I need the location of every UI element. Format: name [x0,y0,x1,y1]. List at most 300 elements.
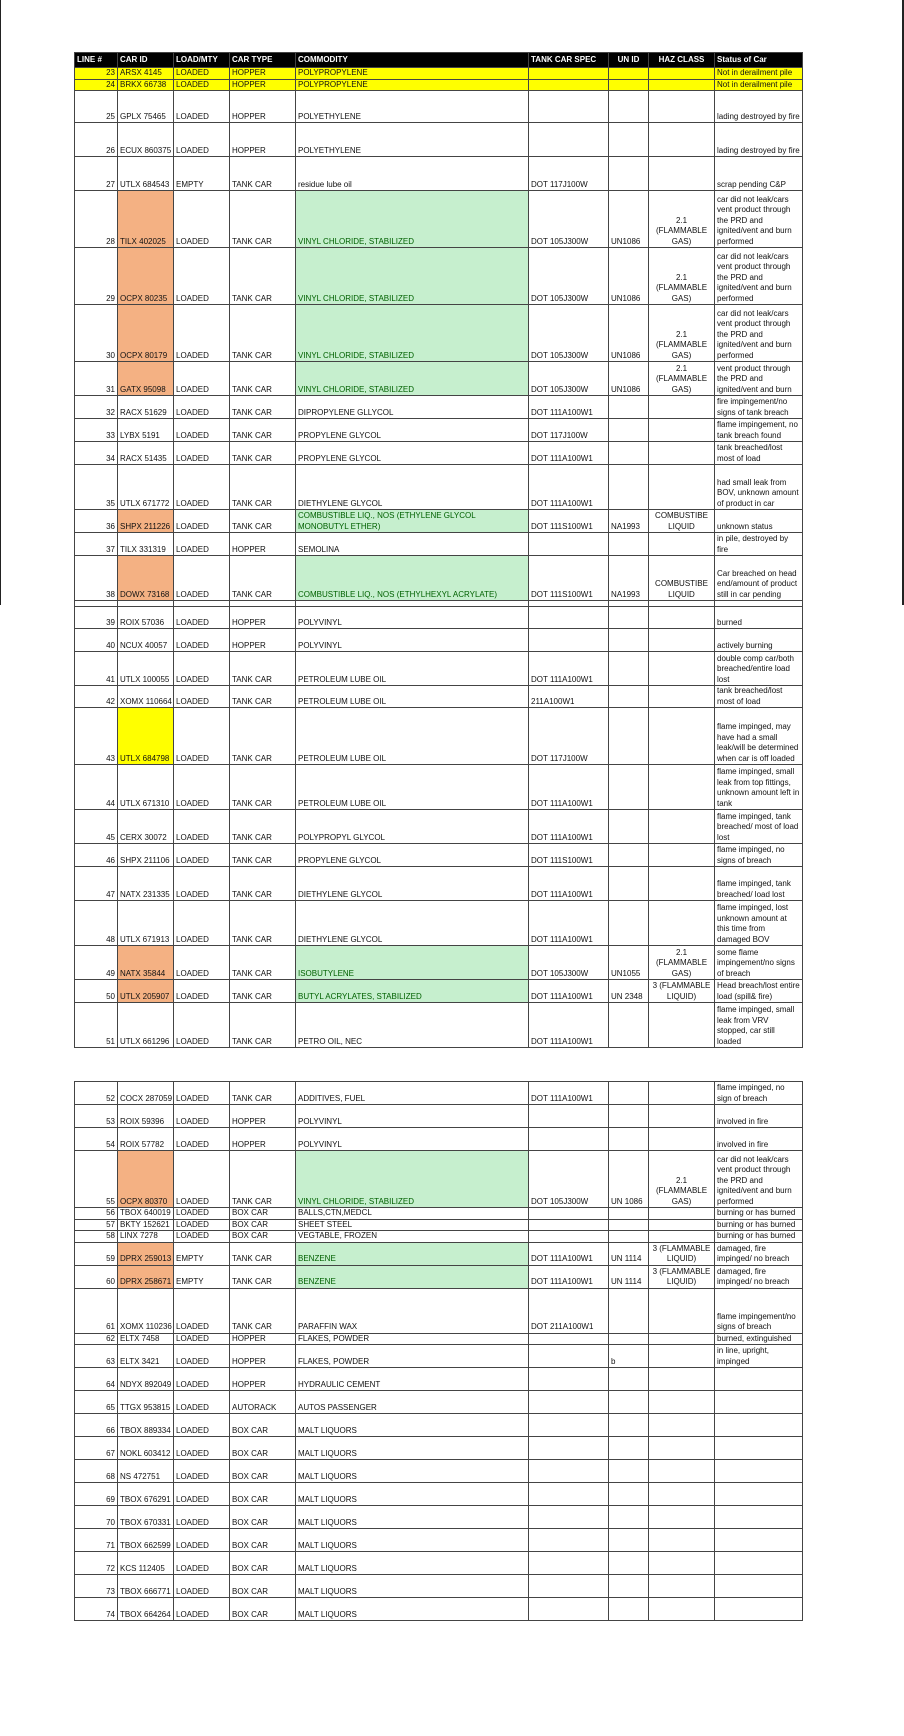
un-id-cell [609,1219,649,1231]
tank-car-spec-cell [529,1208,609,1220]
tank-car-spec-cell [529,1231,609,1243]
table-row [75,396,803,419]
line-number-cell: 74 [75,1598,118,1621]
car-status-cell [715,1506,803,1529]
line-number-cell: 69 [75,1483,118,1506]
table-row [75,191,803,248]
car-id-cell: TILX 402025 [118,191,174,248]
tank-car-spec-cell: DOT 111A100W1 [529,442,609,465]
haz-class-cell [649,123,715,157]
haz-class-cell [649,1345,715,1368]
tank-car-spec-cell: DOT 111A100W1 [529,980,609,1003]
table-row [75,1414,803,1437]
car-id-cell: UTLX 661296 [118,1003,174,1048]
commodity-cell: residue lube oil [296,157,529,191]
car-id-cell: ROIX 57036 [118,607,174,629]
car-status-cell: burned [715,607,803,629]
load-status-cell: LOADED [174,629,230,652]
car-status-cell: burning or has burned [715,1208,803,1220]
car-status-cell: burning or has burned [715,1231,803,1243]
car-id-cell: UTLX 671772 [118,465,174,510]
load-status-cell: LOADED [174,91,230,123]
col-header-car-type: CAR TYPE [230,53,296,68]
line-number-cell: 72 [75,1552,118,1575]
commodity-cell: POLYVINYL [296,607,529,629]
load-status-cell: LOADED [174,1460,230,1483]
car-type-cell: HOPPER [230,533,296,556]
car-id-cell: OCPX 80370 [118,1151,174,1208]
un-id-cell [609,91,649,123]
car-status-cell: car did not leak/cars vent product through the PRD and ignited/vent and burn performed [715,1151,803,1208]
commodity-cell: VINYL CHLORIDE, STABILIZED [296,248,529,305]
tank-car-spec-cell: 211A100W1 [529,686,609,708]
car-status-cell: flame impingement/no signs of breach [715,1288,803,1333]
commodity-cell: BUTYL ACRYLATES, STABILIZED [296,980,529,1003]
tank-car-spec-cell [529,79,609,91]
line-number-cell: 45 [75,810,118,844]
table-row [75,91,803,123]
col-header-tank-car-spec: TANK CAR SPEC [529,53,609,68]
line-number-cell: 42 [75,686,118,708]
car-type-cell: TANK CAR [230,765,296,810]
car-id-cell: OCPX 80235 [118,248,174,305]
load-status-cell: LOADED [174,1437,230,1460]
commodity-cell: PETROLEUM LUBE OIL [296,686,529,708]
car-status-cell: fire impingement/no signs of tank breach [715,396,803,419]
car-status-table-part1 [74,52,803,1048]
car-type-cell: BOX CAR [230,1552,296,1575]
haz-class-cell [649,1368,715,1391]
haz-class-cell: COMBUSTIBE LIQUID [649,510,715,533]
table-row [75,901,803,946]
car-status-cell [715,1460,803,1483]
table-row [75,629,803,652]
haz-class-cell [649,686,715,708]
table-row [75,157,803,191]
haz-class-cell [649,1082,715,1105]
car-id-cell: NS 472751 [118,1460,174,1483]
car-id-cell: BRKX 66738 [118,79,174,91]
car-id-cell: SHPX 211106 [118,844,174,867]
haz-class-cell [649,442,715,465]
un-id-cell: UN1086 [609,362,649,396]
commodity-cell: PROPYLENE GLYCOL [296,442,529,465]
car-status-cell: flame impinged, no sign of breach [715,1082,803,1105]
car-type-cell: BOX CAR [230,1414,296,1437]
table-row [75,946,803,980]
haz-class-cell [649,419,715,442]
car-type-cell: BOX CAR [230,1208,296,1220]
load-status-cell: LOADED [174,1128,230,1151]
load-status-cell: LOADED [174,533,230,556]
line-number-cell: 26 [75,123,118,157]
commodity-cell: ISOBUTYLENE [296,946,529,980]
un-id-cell [609,419,649,442]
tank-car-spec-cell [529,1460,609,1483]
car-type-cell: TANK CAR [230,248,296,305]
car-id-cell: TBOX 666771 [118,1575,174,1598]
table-row [75,305,803,362]
car-status-cell: actively burning [715,629,803,652]
line-number-cell: 31 [75,362,118,396]
haz-class-cell [649,1506,715,1529]
car-status-cell: car did not leak/cars vent product through the PRD and ignited/vent and burn performed [715,305,803,362]
haz-class-cell [649,91,715,123]
car-status-cell: flame impinged, small leak from VRV stopped, car still loaded [715,1003,803,1048]
tank-car-spec-cell [529,1333,609,1345]
haz-class-cell [649,1483,715,1506]
un-id-cell [609,1552,649,1575]
table-row [75,686,803,708]
car-type-cell: HOPPER [230,79,296,91]
un-id-cell [609,1437,649,1460]
tank-car-spec-cell: DOT 111A100W1 [529,396,609,419]
commodity-cell: VINYL CHLORIDE, STABILIZED [296,191,529,248]
tank-car-spec-cell [529,1368,609,1391]
car-id-cell: DPRX 259013 [118,1242,174,1265]
car-status-cell: double comp car/both breached/entire load lost [715,652,803,686]
table-row [75,419,803,442]
car-id-cell: ECUX 860375 [118,123,174,157]
line-number-cell: 27 [75,157,118,191]
commodity-cell: MALT LIQUORS [296,1552,529,1575]
commodity-cell: PROPYLENE GLYCOL [296,419,529,442]
col-header-status: Status of Car [715,53,803,68]
car-id-cell: NATX 35844 [118,946,174,980]
commodity-cell: PETROLEUM LUBE OIL [296,652,529,686]
haz-class-cell [649,1437,715,1460]
car-status-cell: Car breached on head end/amount of product still in car pending [715,556,803,601]
car-type-cell: TANK CAR [230,362,296,396]
car-type-cell: TANK CAR [230,465,296,510]
haz-class-cell [649,396,715,419]
car-type-cell: TANK CAR [230,652,296,686]
car-id-cell: ARSX 4145 [118,68,174,80]
haz-class-cell: 2.1 (FLAMMABLE GAS) [649,191,715,248]
car-status-cell: scrap pending C&P [715,157,803,191]
load-status-cell: LOADED [174,556,230,601]
car-type-cell: BOX CAR [230,1219,296,1231]
commodity-cell: MALT LIQUORS [296,1575,529,1598]
car-status-cell: had small leak from BOV, unknown amount of product in car [715,465,803,510]
haz-class-cell [649,533,715,556]
car-type-cell: TANK CAR [230,396,296,419]
un-id-cell [609,1391,649,1414]
commodity-cell: SHEET STEEL [296,1219,529,1231]
car-id-cell: TILX 331319 [118,533,174,556]
car-id-cell: GATX 95098 [118,362,174,396]
car-id-cell: UTLX 684798 [118,708,174,765]
table-row [75,1333,803,1345]
car-type-cell: BOX CAR [230,1506,296,1529]
haz-class-cell [649,765,715,810]
line-number-cell: 36 [75,510,118,533]
line-number-cell: 29 [75,248,118,305]
car-status-cell [715,1414,803,1437]
haz-class-cell: 3 (FLAMMABLE LIQUID) [649,1242,715,1265]
car-type-cell: BOX CAR [230,1529,296,1552]
tank-car-spec-cell: DOT 111A100W1 [529,1242,609,1265]
car-status-cell: involved in fire [715,1105,803,1128]
un-id-cell [609,867,649,901]
table-body-part2 [75,1082,803,1621]
un-id-cell [609,607,649,629]
line-number-cell: 73 [75,1575,118,1598]
un-id-cell [609,1082,649,1105]
un-id-cell [609,1003,649,1048]
load-status-cell: LOADED [174,1368,230,1391]
un-id-cell: UN 1114 [609,1242,649,1265]
car-id-cell: TBOX 662599 [118,1529,174,1552]
haz-class-cell [649,1003,715,1048]
table-row [75,708,803,765]
tank-car-spec-cell: DOT 111A100W1 [529,1003,609,1048]
haz-class-cell [649,1391,715,1414]
line-number-cell: 32 [75,396,118,419]
table-row [75,533,803,556]
line-number-cell: 53 [75,1105,118,1128]
load-status-cell: LOADED [174,1082,230,1105]
line-number-cell: 47 [75,867,118,901]
commodity-cell: POLYVINYL [296,1105,529,1128]
tank-car-spec-cell: DOT 105J300W [529,1151,609,1208]
haz-class-cell [649,1231,715,1243]
car-id-cell: DPRX 258671 [118,1265,174,1288]
car-status-cell: Not in derailment pile [715,68,803,80]
un-id-cell [609,1288,649,1333]
line-number-cell: 59 [75,1242,118,1265]
car-type-cell: TANK CAR [230,1265,296,1288]
commodity-cell: VINYL CHLORIDE, STABILIZED [296,362,529,396]
tank-car-spec-cell: DOT 111A100W1 [529,465,609,510]
line-number-cell: 39 [75,607,118,629]
car-id-cell: ROIX 57782 [118,1128,174,1151]
table-row [75,1368,803,1391]
tank-car-spec-cell [529,1437,609,1460]
car-id-cell: NDYX 892049 [118,1368,174,1391]
car-status-cell: lading destroyed by fire [715,123,803,157]
commodity-cell: BENZENE [296,1242,529,1265]
car-id-cell: TBOX 664264 [118,1598,174,1621]
table-row [75,1208,803,1220]
line-number-cell: 56 [75,1208,118,1220]
line-number-cell: 33 [75,419,118,442]
tank-car-spec-cell: DOT 117J100W [529,157,609,191]
car-id-cell: TBOX 670331 [118,1506,174,1529]
load-status-cell: LOADED [174,1151,230,1208]
car-id-cell: ELTX 3421 [118,1345,174,1368]
col-header-commodity: COMMODITY [296,53,529,68]
line-number-cell: 49 [75,946,118,980]
un-id-cell: UN1086 [609,191,649,248]
car-id-cell: TBOX 640019 [118,1208,174,1220]
haz-class-cell [649,1208,715,1220]
un-id-cell [609,1483,649,1506]
car-status-cell: tank breached/lost most of load [715,686,803,708]
car-id-cell: NOKL 603412 [118,1437,174,1460]
table-row [75,1483,803,1506]
car-type-cell: TANK CAR [230,1151,296,1208]
header-row [75,53,803,68]
car-status-cell [715,1437,803,1460]
commodity-cell: MALT LIQUORS [296,1529,529,1552]
tank-car-spec-cell [529,1391,609,1414]
car-id-cell: DOWX 73168 [118,556,174,601]
haz-class-cell: COMBUSTIBE LIQUID [649,556,715,601]
haz-class-cell: 2.1 (FLAMMABLE GAS) [649,1151,715,1208]
tank-car-spec-cell: DOT 111A100W1 [529,652,609,686]
haz-class-cell [649,79,715,91]
un-id-cell: UN 1114 [609,1265,649,1288]
un-id-cell [609,1414,649,1437]
load-status-cell: LOADED [174,442,230,465]
table-row [75,607,803,629]
car-type-cell: AUTORACK [230,1391,296,1414]
commodity-cell: BALLS,CTN,MEDCL [296,1208,529,1220]
un-id-cell [609,765,649,810]
un-id-cell [609,1128,649,1151]
col-header-load: LOAD/MTY [174,53,230,68]
line-number-cell: 67 [75,1437,118,1460]
haz-class-cell [649,465,715,510]
line-number-cell: 23 [75,68,118,80]
haz-class-cell: 3 (FLAMMABLE LIQUID) [649,980,715,1003]
car-id-cell: LYBX 5191 [118,419,174,442]
car-type-cell: TANK CAR [230,867,296,901]
commodity-cell: POLYETHYLENE [296,123,529,157]
line-number-cell: 57 [75,1219,118,1231]
car-status-cell: some flame impingement/no signs of breach [715,946,803,980]
table-row [75,1151,803,1208]
table-row [75,68,803,80]
car-status-table-part2 [74,1081,803,1621]
car-id-cell: TBOX 889334 [118,1414,174,1437]
car-status-cell: damaged, fire impinged/ no breach [715,1242,803,1265]
haz-class-cell [649,629,715,652]
car-id-cell: UTLX 671913 [118,901,174,946]
table-row [75,765,803,810]
col-header-haz-class: HAZ CLASS [649,53,715,68]
haz-class-cell [649,1575,715,1598]
car-status-cell: flame impinged, no signs of breach [715,844,803,867]
commodity-cell: POLYPROPYLENE [296,68,529,80]
car-status-cell: tank breached/lost most of load [715,442,803,465]
load-status-cell: LOADED [174,844,230,867]
un-id-cell [609,652,649,686]
load-status-cell: LOADED [174,1231,230,1243]
car-type-cell: TANK CAR [230,1288,296,1333]
tank-car-spec-cell [529,91,609,123]
commodity-cell: HYDRAULIC CEMENT [296,1368,529,1391]
col-header-line: LINE # [75,53,118,68]
table-row [75,362,803,396]
line-number-cell: 38 [75,556,118,601]
commodity-cell: PARAFFIN WAX [296,1288,529,1333]
table-row [75,1598,803,1621]
un-id-cell [609,1460,649,1483]
table-row [75,1437,803,1460]
load-status-cell: EMPTY [174,157,230,191]
car-type-cell: HOPPER [230,607,296,629]
table-row [75,248,803,305]
commodity-cell: DIETHYLENE GLYCOL [296,867,529,901]
load-status-cell: LOADED [174,1345,230,1368]
tank-car-spec-cell: DOT 105J300W [529,362,609,396]
haz-class-cell [649,1460,715,1483]
commodity-cell: MALT LIQUORS [296,1414,529,1437]
car-id-cell: GPLX 75465 [118,91,174,123]
table-row [75,123,803,157]
load-status-cell: LOADED [174,396,230,419]
tank-car-spec-cell: DOT 105J300W [529,248,609,305]
line-number-cell: 70 [75,1506,118,1529]
car-status-cell: burned, extinguished [715,1333,803,1345]
line-number-cell: 71 [75,1529,118,1552]
tank-car-spec-cell [529,1598,609,1621]
un-id-cell [609,157,649,191]
car-status-cell: Head breach/lost entire load (spill& fire) [715,980,803,1003]
car-type-cell: HOPPER [230,1105,296,1128]
car-status-cell: damaged, fire impinged/ no breach [715,1265,803,1288]
commodity-cell: MALT LIQUORS [296,1483,529,1506]
table-row [75,1575,803,1598]
un-id-cell: NA1993 [609,510,649,533]
car-id-cell: NATX 231335 [118,867,174,901]
load-status-cell: LOADED [174,465,230,510]
un-id-cell [609,1333,649,1345]
car-status-cell: unknown status [715,510,803,533]
commodity-cell: SEMOLINA [296,533,529,556]
haz-class-cell [649,157,715,191]
tank-car-spec-cell [529,123,609,157]
haz-class-cell [649,1598,715,1621]
line-number-cell: 50 [75,980,118,1003]
car-status-cell [715,1529,803,1552]
table-row [75,1288,803,1333]
un-id-cell [609,844,649,867]
line-number-cell: 44 [75,765,118,810]
un-id-cell [609,1506,649,1529]
tank-car-spec-cell [529,1552,609,1575]
un-id-cell [609,465,649,510]
commodity-cell: FLAKES, POWDER [296,1345,529,1368]
table-row [75,1506,803,1529]
un-id-cell [609,123,649,157]
load-status-cell: LOADED [174,1598,230,1621]
commodity-cell: POLYVINYL [296,1128,529,1151]
car-id-cell: SHPX 211226 [118,510,174,533]
un-id-cell: UN 1086 [609,1151,649,1208]
table-row [75,980,803,1003]
car-type-cell: TANK CAR [230,510,296,533]
line-number-cell: 51 [75,1003,118,1048]
load-status-cell: LOADED [174,1575,230,1598]
car-status-cell: flame impinged, lost unknown amount at this time from damaged BOV [715,901,803,946]
car-type-cell: TANK CAR [230,946,296,980]
tank-car-spec-cell [529,629,609,652]
un-id-cell: NA1993 [609,556,649,601]
car-id-cell: NCUX 40057 [118,629,174,652]
car-status-cell: flame impinged, may have had a small leak/will be determined when car is off loaded [715,708,803,765]
car-status-cell: involved in fire [715,1128,803,1151]
line-number-cell: 43 [75,708,118,765]
tank-car-spec-cell: DOT 117J100W [529,419,609,442]
line-number-cell: 34 [75,442,118,465]
car-type-cell: TANK CAR [230,1082,296,1105]
haz-class-cell [649,867,715,901]
table-row [75,1552,803,1575]
un-id-cell [609,442,649,465]
